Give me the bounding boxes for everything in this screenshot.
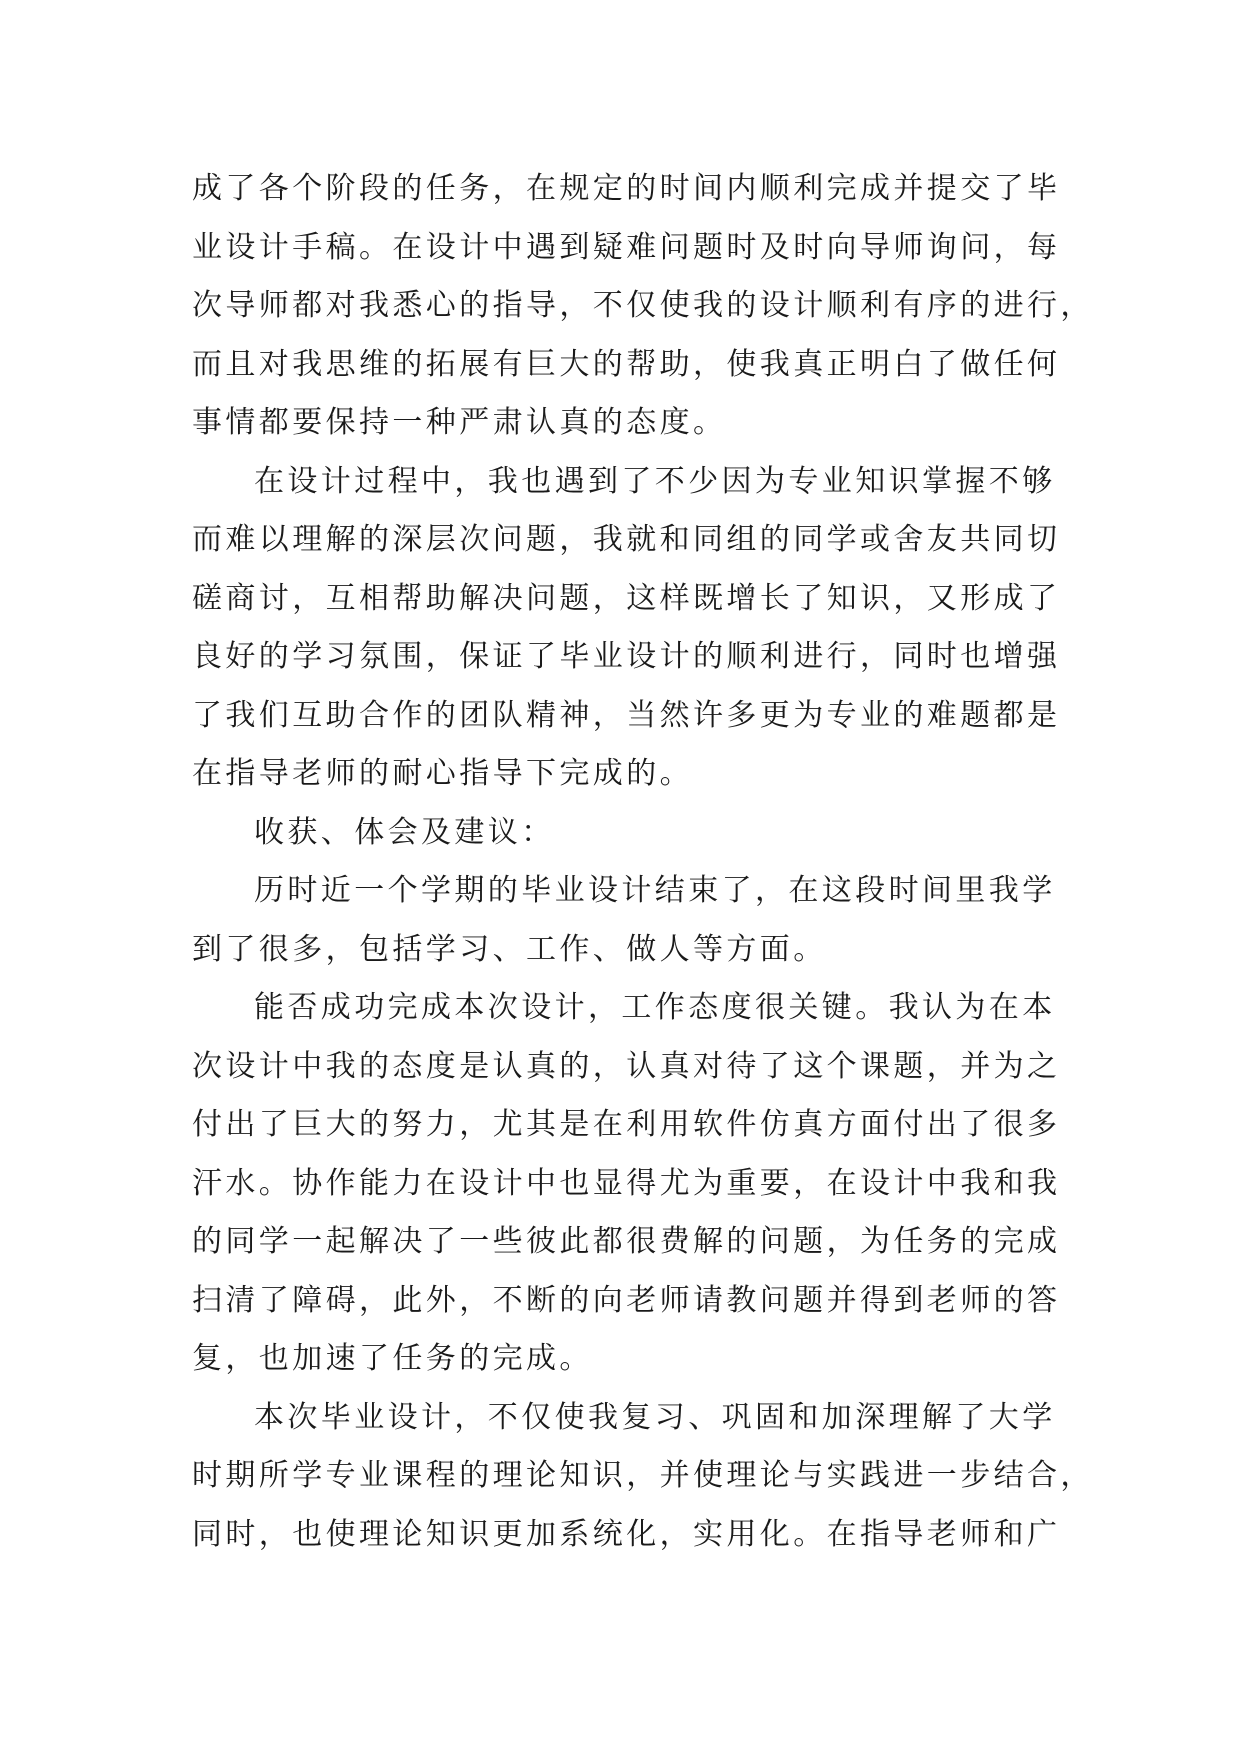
text-line: 事情都要保持一种严肃认真的态度。	[192, 405, 727, 440]
text-line: 的同学一起解决了一些彼此都很费解的问题，为任务的完成	[192, 1224, 1061, 1259]
text-line: 复，也加速了任务的完成。	[192, 1341, 593, 1376]
section-heading: 收获、体会及建议：	[254, 814, 555, 850]
text-line: 到了很多，包括学习、工作、做人等方面。	[192, 931, 827, 967]
text-line: 时期所学专业课程的理论知识，并使理论与实践进一步结合，	[192, 1458, 1094, 1493]
text-line: 而且对我思维的拓展有巨大的帮助，使我真正明白了做任何	[192, 346, 1061, 382]
text-line: 次设计中我的态度是认真的，认真对待了这个课题，并为之	[192, 1048, 1061, 1084]
text-line: 付出了巨大的努力，尤其是在利用软件仿真方面付出了很多	[192, 1107, 1061, 1142]
text-line: 业设计手稿。在设计中遇到疑难问题时及时向导师询问，每	[192, 229, 1061, 265]
text-line: 同时，也使理论知识更加系统化，实用化。在指导老师和广	[192, 1516, 1061, 1552]
text-line: 在指导老师的耐心指导下完成的。	[192, 756, 693, 791]
text-line: 了我们互助合作的团队精神，当然许多更为专业的难题都是	[192, 697, 1061, 733]
paragraph-start-line: 能否成功完成本次设计，工作态度很关键。我认为在本	[254, 990, 1056, 1025]
text-line: 磋商讨，互相帮助解决问题，这样既增长了知识，又形成了	[192, 580, 1061, 616]
text-line: 次导师都对我悉心的指导，不仅使我的设计顺利有序的进行，	[192, 288, 1094, 323]
paragraph-start-line: 本次毕业设计，不仅使我复习、巩固和加深理解了大学	[254, 1399, 1056, 1435]
text-line: 而难以理解的深层次问题，我就和同组的同学或舍友共同切	[192, 522, 1061, 557]
text-line: 汗水。协作能力在设计中也显得尤为重要，在设计中我和我	[192, 1165, 1061, 1201]
text-line: 成了各个阶段的任务，在规定的时间内顺利完成并提交了毕	[192, 171, 1061, 206]
text-line: 良好的学习氛围，保证了毕业设计的顺利进行，同时也增强	[192, 639, 1061, 674]
paragraph-start-line: 在设计过程中，我也遇到了不少因为专业知识掌握不够	[254, 463, 1056, 499]
paragraph-start-line: 历时近一个学期的毕业设计结束了，在这段时间里我学	[254, 873, 1056, 908]
text-line: 扫清了障碍，此外，不断的向老师请教问题并得到老师的答	[192, 1282, 1061, 1318]
document-body	[192, 160, 1092, 1564]
